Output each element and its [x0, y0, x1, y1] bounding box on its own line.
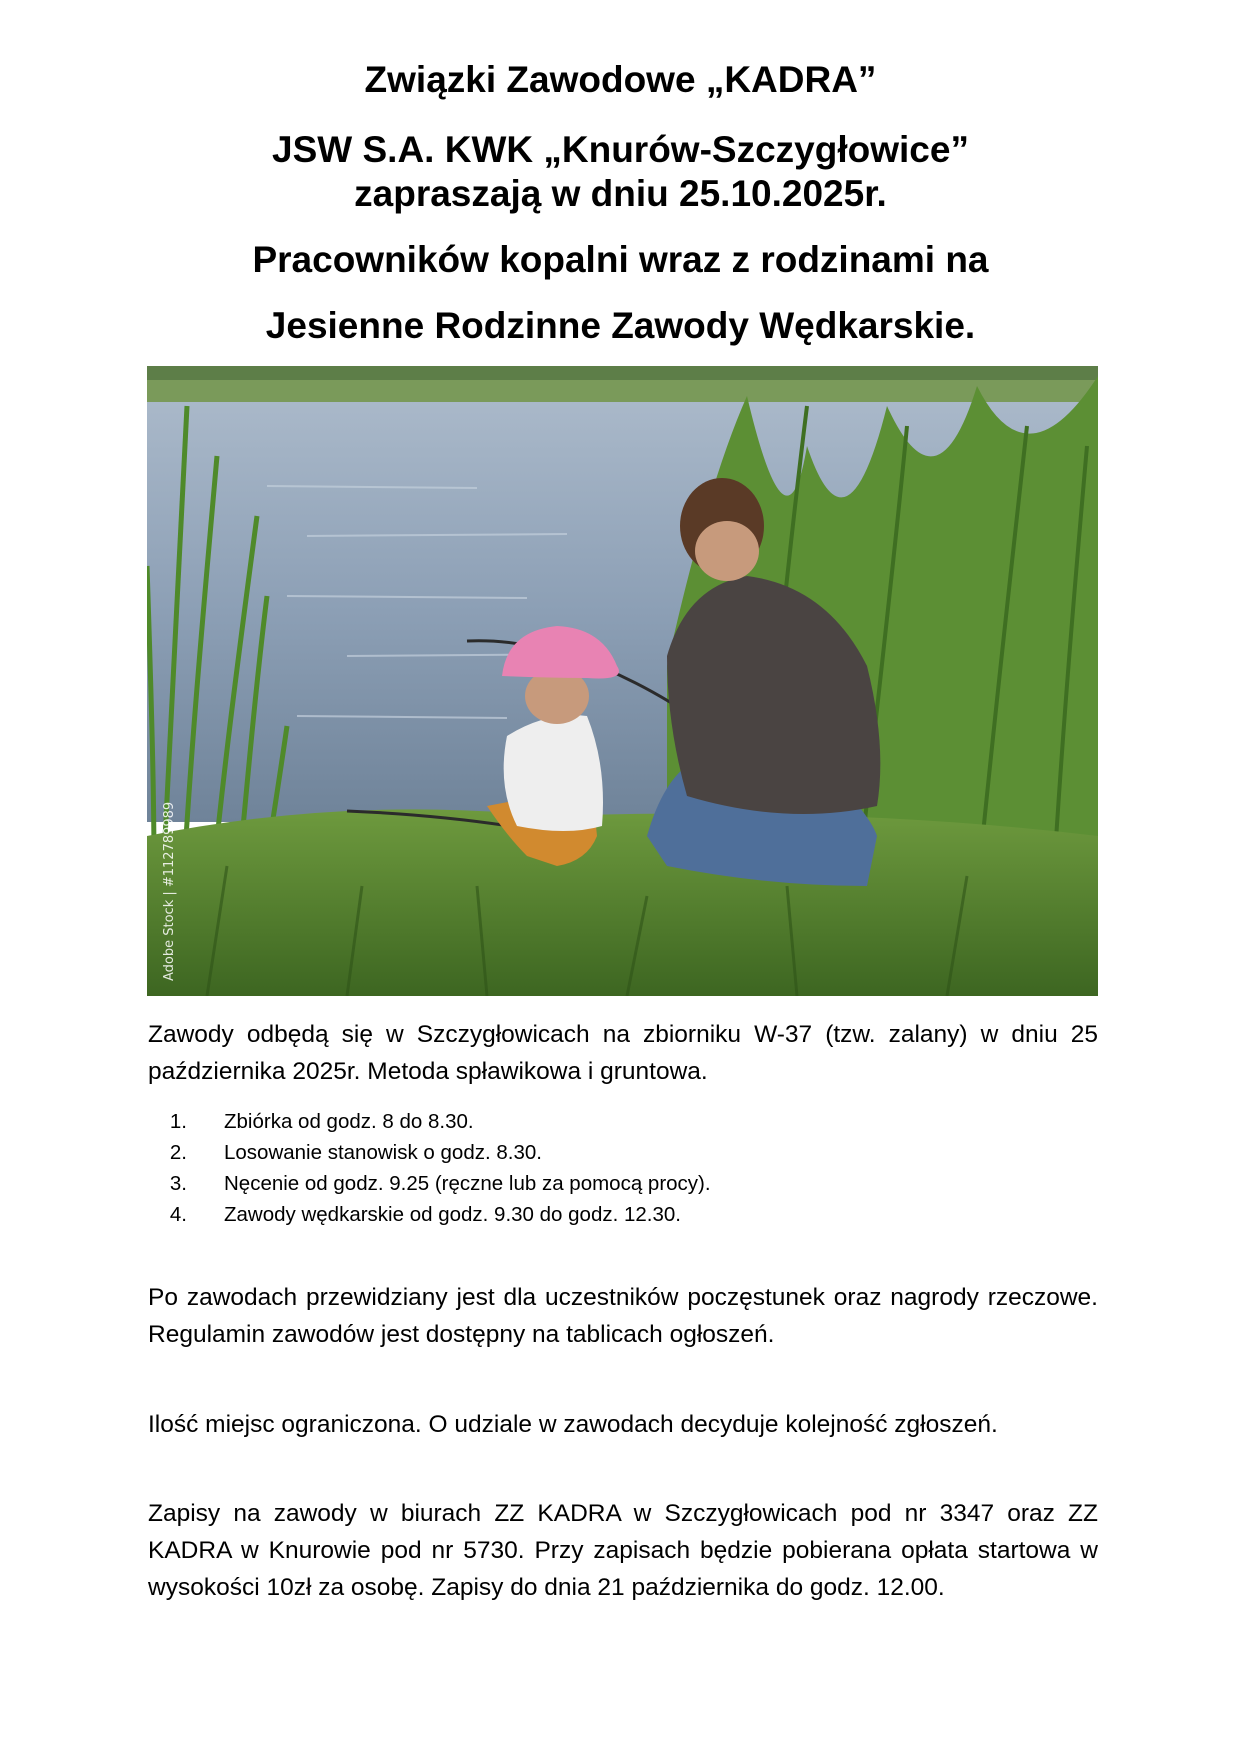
schedule-list	[148, 1106, 711, 1230]
list-item: 3. Nęcenie od godz. 9.25 (ręczne lub za pomocą procy).	[169, 1172, 711, 1195]
limited-places-paragraph: Ilość miejsc ograniczona. O udziale w zawodach decyduje kolejność zgłoszeń.	[148, 1411, 998, 1438]
title-mine-name: JSW S.A. KWK „Knurów-Szczygłowice”	[272, 129, 969, 170]
list-item: 1. Zbiórka od godz. 8 do 8.30.	[169, 1110, 474, 1133]
title-date-invitation: zapraszają w dniu 25.10.2025r.	[354, 173, 887, 214]
list-item: 4. Zawody wędkarskie od godz. 9.30 do godz. 12.30.	[169, 1203, 681, 1226]
fishing-photo	[147, 366, 1098, 996]
title-union-name: Związki Zawodowe „KADRA”	[364, 59, 877, 100]
title-event-name: Jesienne Rodzinne Zawody Wędkarskie.	[265, 305, 976, 346]
title-audience: Pracowników kopalni wraz z rodzinami na	[252, 239, 989, 280]
prizes-paragraph: Po zawodach przewidziany jest dla uczestników poczęstunek oraz nagrody rzeczowe. Regulamin zawodów jest dostępny na tablicach ogłoszeń.	[148, 1284, 1098, 1348]
stock-watermark: Adobe Stock | #112789989	[162, 801, 177, 981]
intro-paragraph: Zawody odbędą się w Szczygłowicach na zbiorniku W-37 (tzw. zalany) w dniu 25 października 2025r. Metoda spławikowa i gruntowa.	[148, 1021, 1098, 1085]
grassy-bank	[147, 809, 1098, 996]
registration-paragraph: Zapisy na zawody w biurach ZZ KADRA w Szczygłowicach pod nr 3347 oraz ZZ KADRA w Knurowie pod nr 5730. Przy zapisach będzie pobierana opłata startowa w wysokości 10zł za osobę. Zapisy do dnia 21 października do godz. 12.00.	[148, 1500, 1098, 1601]
list-item: 2. Losowanie stanowisk o godz. 8.30.	[169, 1141, 542, 1164]
